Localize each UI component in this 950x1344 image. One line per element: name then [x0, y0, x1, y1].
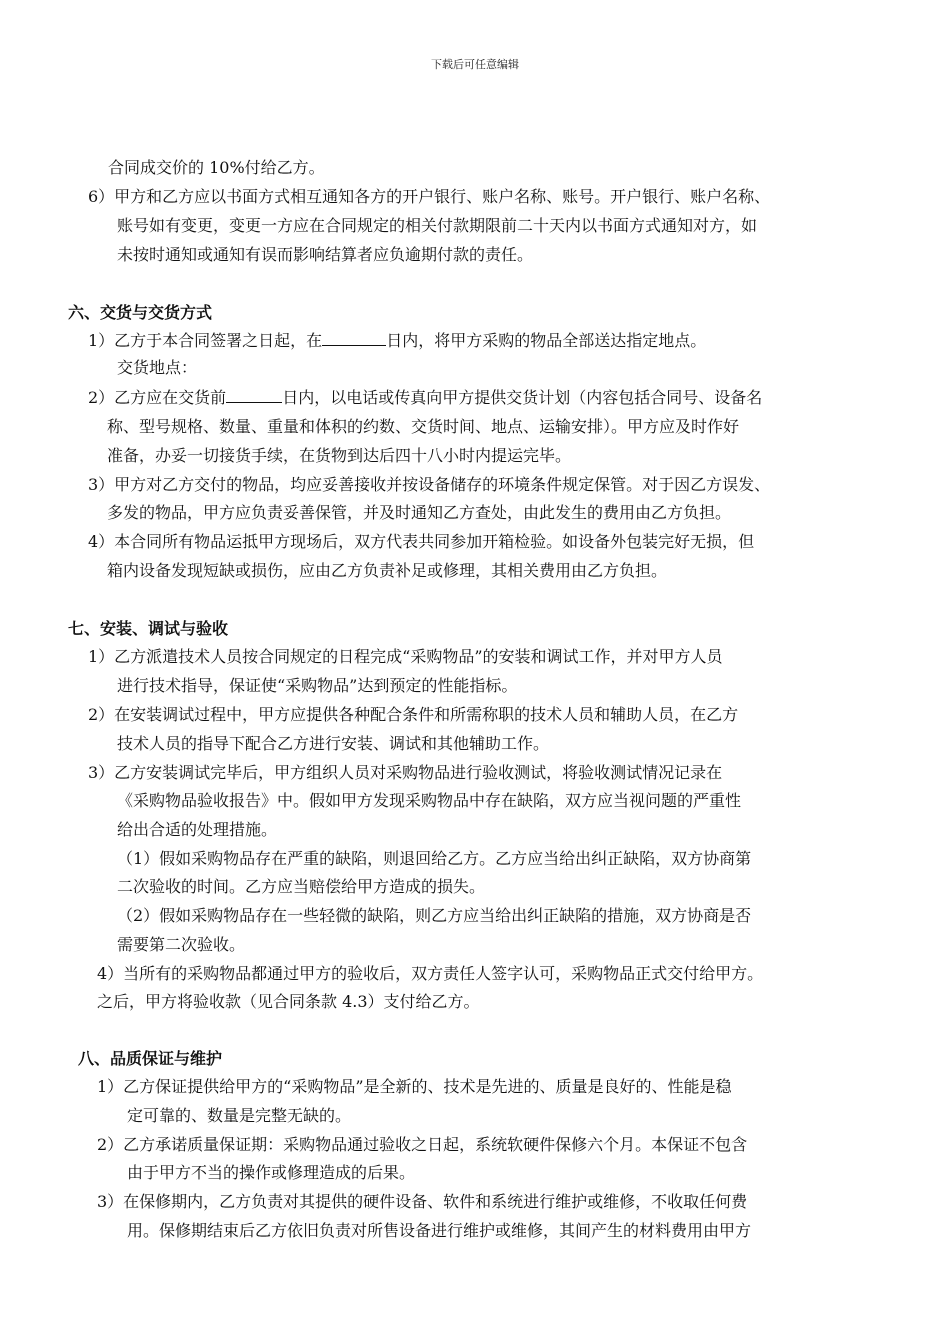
paragraph-line: （1）假如采购物品存在严重的缺陷，则退回给乙方。乙方应当给出纠正缺陷，双方协商第 — [117, 849, 752, 868]
paragraph-line: 3）乙方安装调试完毕后，甲方组织人员对采购物品进行验收测试，将验收测试情况记录在 — [88, 763, 723, 782]
paragraph-line: 3）在保修期内，乙方负责对其提供的硬件设备、软件和系统进行维护或维修，不收取任何费 — [97, 1192, 748, 1211]
paragraph-line: 准备，办妥一切接货手续，在货物到达后四十八小时内提运完毕。 — [107, 446, 572, 465]
paragraph-line: 1）乙方派遣技术人员按合同规定的日程完成“采购物品”的安装和调试工作，并对甲方人员 — [88, 647, 723, 666]
paragraph-line: 4）当所有的采购物品都通过甲方的验收后，双方责任人签字认可，采购物品正式交付给甲方。 — [97, 964, 764, 983]
paragraph-line: 需要第二次验收。 — [117, 935, 246, 954]
paragraph-line — [88, 331, 706, 351]
paragraph-line: 二次验收的时间。乙方应当赔偿给甲方造成的损失。 — [117, 877, 486, 896]
paragraph-line: 2）乙方承诺质量保证期：采购物品通过验收之日起，系统软硬件保修六个月。本保证不包含 — [97, 1135, 748, 1154]
fill-blank — [322, 331, 386, 346]
paragraph-line: 之后，甲方将验收款（见合同条款 4.3）支付给乙方。 — [97, 992, 480, 1011]
line-text: 1）乙方于本合同签署之日起，在 — [88, 331, 323, 350]
paragraph-line: 6）甲方和乙方应以书面方式相互通知各方的开户银行、账户名称、账号。开户银行、账户名称、 — [88, 187, 771, 206]
line-text: 日内，以电话或传真向甲方提供交货计划（内容包括合同号、设备名 — [282, 388, 763, 407]
line-text: 日内，将甲方采购的物品全部送达指定地点。 — [386, 331, 707, 350]
section-heading-7: 七、安装、调试与验收 — [68, 619, 229, 638]
section-heading-6: 六、交货与交货方式 — [68, 303, 213, 322]
paragraph-line: 合同成交价的 10%付给乙方。 — [108, 158, 325, 177]
paragraph-line: 2）在安装调试过程中，甲方应提供各种配合条件和所需称职的技术人员和辅助人员，在乙方 — [88, 705, 739, 724]
paragraph-line: 称、型号规格、数量、重量和体积的约数、交货时间、地点、运输安排）。甲方应及时作好 — [107, 417, 740, 436]
paragraph-line: 《采购物品验收报告》中。假如甲方发现采购物品中存在缺陷，双方应当视问题的严重性 — [117, 791, 742, 810]
paragraph-line: （2）假如采购物品存在一些轻微的缺陷，则乙方应当给出纠正缺陷的措施，双方协商是否 — [117, 906, 752, 925]
paragraph-line: 给出合适的处理措施。 — [117, 820, 278, 839]
page-header: 下载后可任意编辑 — [431, 58, 519, 71]
paragraph-line: 3）甲方对乙方交付的物品，均应妥善接收并按设备储存的环境条件规定保管。对于因乙方误发、 — [88, 475, 771, 494]
paragraph-line: 未按时通知或通知有误而影响结算者应负逾期付款的责任。 — [117, 245, 534, 264]
paragraph-line: 定可靠的、数量是完整无缺的。 — [127, 1106, 352, 1125]
paragraph-line: 1）乙方保证提供给甲方的“采购物品”是全新的、技术是先进的、质量是良好的、性能是稳 — [97, 1077, 732, 1096]
paragraph-line: 进行技术指导，保证使“采购物品”达到预定的性能指标。 — [117, 676, 518, 695]
line-text: 2）乙方应在交货前 — [88, 388, 227, 407]
paragraph-line: 由于甲方不当的操作或修理造成的后果。 — [127, 1163, 416, 1182]
paragraph-line: 账号如有变更，变更一方应在合同规定的相关付款期限前二十天内以书面方式通知对方，如 — [117, 216, 758, 235]
paragraph-line: 箱内设备发现短缺或损伤，应由乙方负责补足或修理，其相关费用由乙方负担。 — [107, 561, 668, 580]
paragraph-line: 技术人员的指导下配合乙方进行安装、调试和其他辅助工作。 — [117, 734, 550, 753]
paragraph-line: 交货地点： — [117, 358, 198, 377]
fill-blank — [226, 388, 282, 403]
section-heading-8: 八、品质保证与维护 — [78, 1049, 223, 1068]
paragraph-line: 用。保修期结束后乙方依旧负责对所售设备进行维护或维修，其间产生的材料费用由甲方 — [127, 1221, 752, 1240]
paragraph-line: 多发的物品，甲方应负责妥善保管，并及时通知乙方查处，由此发生的费用由乙方负担。 — [107, 503, 732, 522]
paragraph-line — [88, 388, 762, 408]
paragraph-line: 4）本合同所有物品运抵甲方现场后，双方代表共同参加开箱检验。如设备外包装完好无损，但 — [88, 532, 755, 551]
